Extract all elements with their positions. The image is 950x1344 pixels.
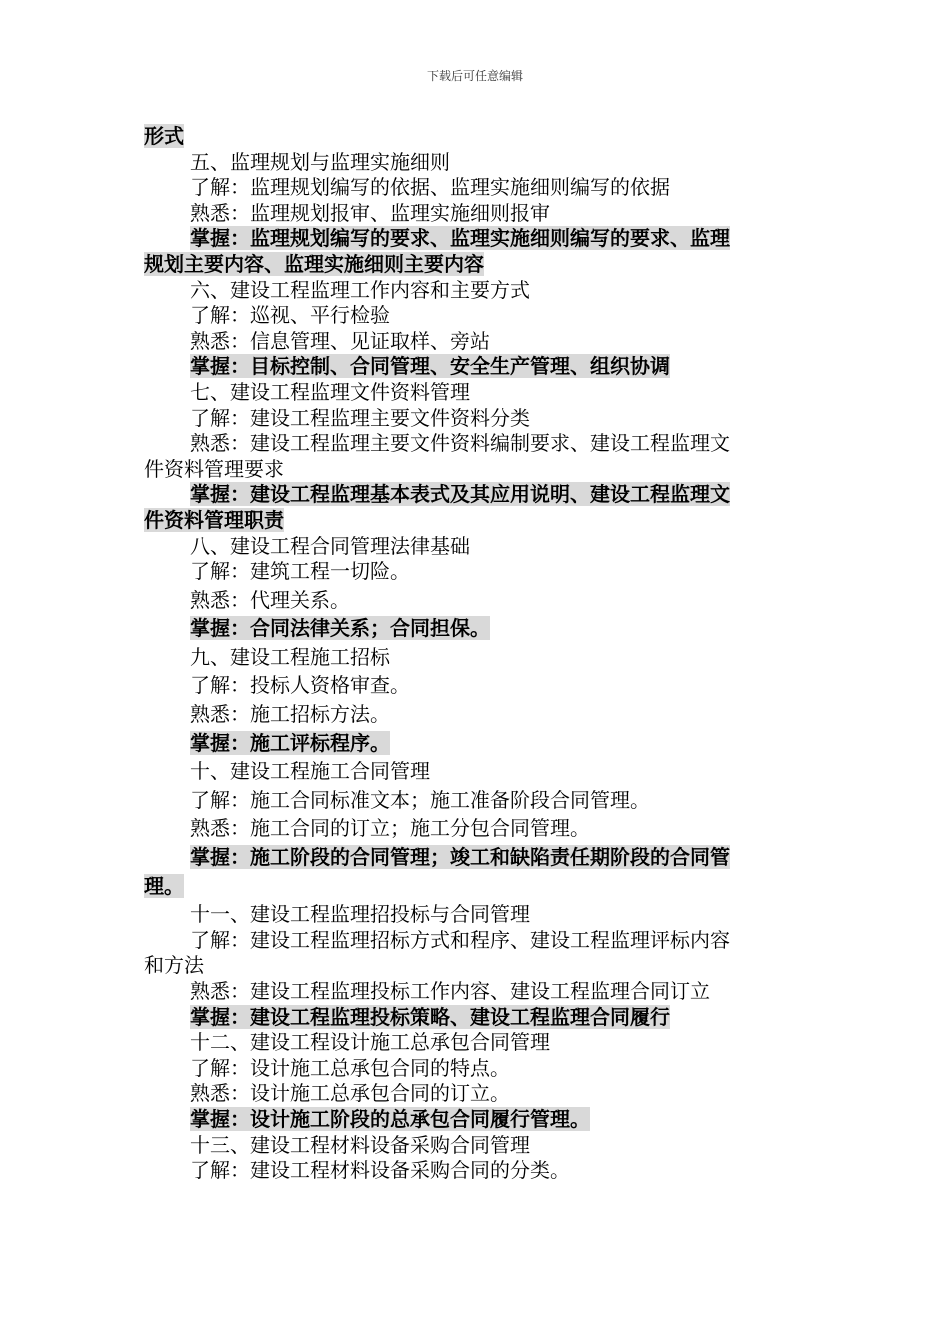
highlighted-text: 掌握：设计施工阶段的总承包合同履行管理。: [190, 1106, 590, 1131]
text-line: [144, 588, 808, 617]
line-text: 件资料管理要求: [144, 456, 284, 481]
line-text: 八、建设工程合同管理法律基础: [190, 533, 470, 558]
highlighted-text: 规划主要内容、监理实施细则主要内容: [144, 251, 484, 276]
text-line: [144, 928, 808, 954]
text-line: [144, 1133, 808, 1159]
highlighted-text: 理。: [144, 873, 184, 898]
line-text: 十一、建设工程监理招投标与合同管理: [190, 902, 530, 927]
line-text: 熟悉：设计施工总承包合同的订立。: [190, 1081, 510, 1106]
text-line: [144, 616, 808, 645]
highlighted-text: 件资料管理职责: [144, 507, 284, 532]
highlighted-text: 掌握：施工评标程序。: [190, 730, 390, 755]
text-line: [144, 226, 808, 252]
text-line: [144, 124, 808, 150]
line-text: 十三、建设工程材料设备采购合同管理: [190, 1132, 530, 1157]
text-line: [144, 953, 808, 979]
text-line: [144, 303, 808, 329]
line-text: 熟悉：监理规划报审、监理实施细则报审: [190, 200, 550, 225]
text-line: [144, 150, 808, 176]
line-text: 五、监理规划与监理实施细则: [190, 149, 450, 174]
text-line: [144, 731, 808, 760]
line-text: 熟悉：施工合同的订立；施工分包合同管理。: [190, 816, 590, 841]
text-line: [144, 457, 808, 483]
text-line: [144, 1107, 808, 1133]
text-line: [144, 845, 808, 874]
text-line: [144, 201, 808, 227]
text-line: [144, 431, 808, 457]
text-line: [144, 1005, 808, 1031]
line-text: 了解：建设工程监理主要文件资料分类: [190, 405, 530, 430]
line-text: 了解：建筑工程一切险。: [190, 559, 410, 584]
text-line: [144, 702, 808, 731]
line-text: 十二、建设工程设计施工总承包合同管理: [190, 1030, 550, 1055]
text-line: [144, 482, 808, 508]
page-header: 下载后可任意编辑: [426, 69, 523, 83]
text-line: [144, 175, 808, 201]
highlighted-text: 形式: [144, 124, 184, 148]
text-line: [144, 252, 808, 278]
highlighted-text: 掌握：合同法律关系；合同担保。: [190, 616, 490, 641]
highlighted-text: 掌握：施工阶段的合同管理；竣工和缺陷责任期阶段的合同管: [190, 845, 730, 870]
line-text: 十、建设工程施工合同管理: [190, 759, 430, 784]
line-text: 熟悉：信息管理、见证取样、旁站: [190, 328, 490, 353]
text-line: [144, 816, 808, 845]
text-line: [144, 406, 808, 432]
text-line: [144, 673, 808, 702]
line-text: 了解：巡视、平行检验: [190, 303, 390, 328]
line-text: 熟悉：建设工程监理投标工作内容、建设工程监理合同订立: [190, 979, 710, 1003]
text-line: [144, 1030, 808, 1056]
highlighted-text: 掌握：监理规划编写的要求、监理实施细则编写的要求、监理: [190, 226, 730, 251]
highlighted-text: 掌握：建设工程监理投标策略、建设工程监理合同履行: [190, 1004, 670, 1029]
text-line: [144, 788, 808, 817]
text-line: [144, 874, 808, 903]
text-line: [144, 645, 808, 674]
line-text: 九、建设工程施工招标: [190, 644, 390, 669]
text-line: [144, 508, 808, 534]
line-text: 了解：施工合同标准文本；施工准备阶段合同管理。: [190, 787, 650, 812]
line-text: 和方法: [144, 953, 204, 978]
line-text: 了解：监理规划编写的依据、监理实施细则编写的依据: [190, 175, 670, 200]
line-text: 了解：投标人资格审查。: [190, 673, 410, 698]
text-line: [144, 1081, 808, 1107]
line-text: 熟悉：建设工程监理主要文件资料编制要求、建设工程监理文: [190, 431, 730, 456]
text-line: [144, 380, 808, 406]
text-line: [144, 329, 808, 355]
text-line: [144, 534, 808, 560]
document-body: [144, 124, 808, 1184]
text-line: [144, 354, 808, 380]
highlighted-text: 掌握：建设工程监理基本表式及其应用说明、建设工程监理文: [190, 482, 730, 507]
line-text: 了解：建设工程材料设备采购合同的分类。: [190, 1158, 570, 1183]
line-text: 熟悉：施工招标方法。: [190, 702, 390, 727]
line-text: 了解：建设工程监理招标方式和程序、建设工程监理评标内容: [190, 927, 730, 952]
text-line: [144, 902, 808, 928]
text-line: [144, 979, 808, 1005]
text-line: [144, 278, 808, 304]
line-text: 六、建设工程监理工作内容和主要方式: [190, 277, 530, 302]
line-text: 熟悉：代理关系。: [190, 587, 350, 612]
text-line: [144, 1158, 808, 1184]
line-text: 七、建设工程监理文件资料管理: [190, 379, 470, 404]
line-text: 了解：设计施工总承包合同的特点。: [190, 1055, 510, 1080]
text-line: [144, 1056, 808, 1082]
text-line: [144, 559, 808, 588]
text-line: [144, 759, 808, 788]
highlighted-text: 掌握：目标控制、合同管理、安全生产管理、组织协调: [190, 354, 670, 379]
